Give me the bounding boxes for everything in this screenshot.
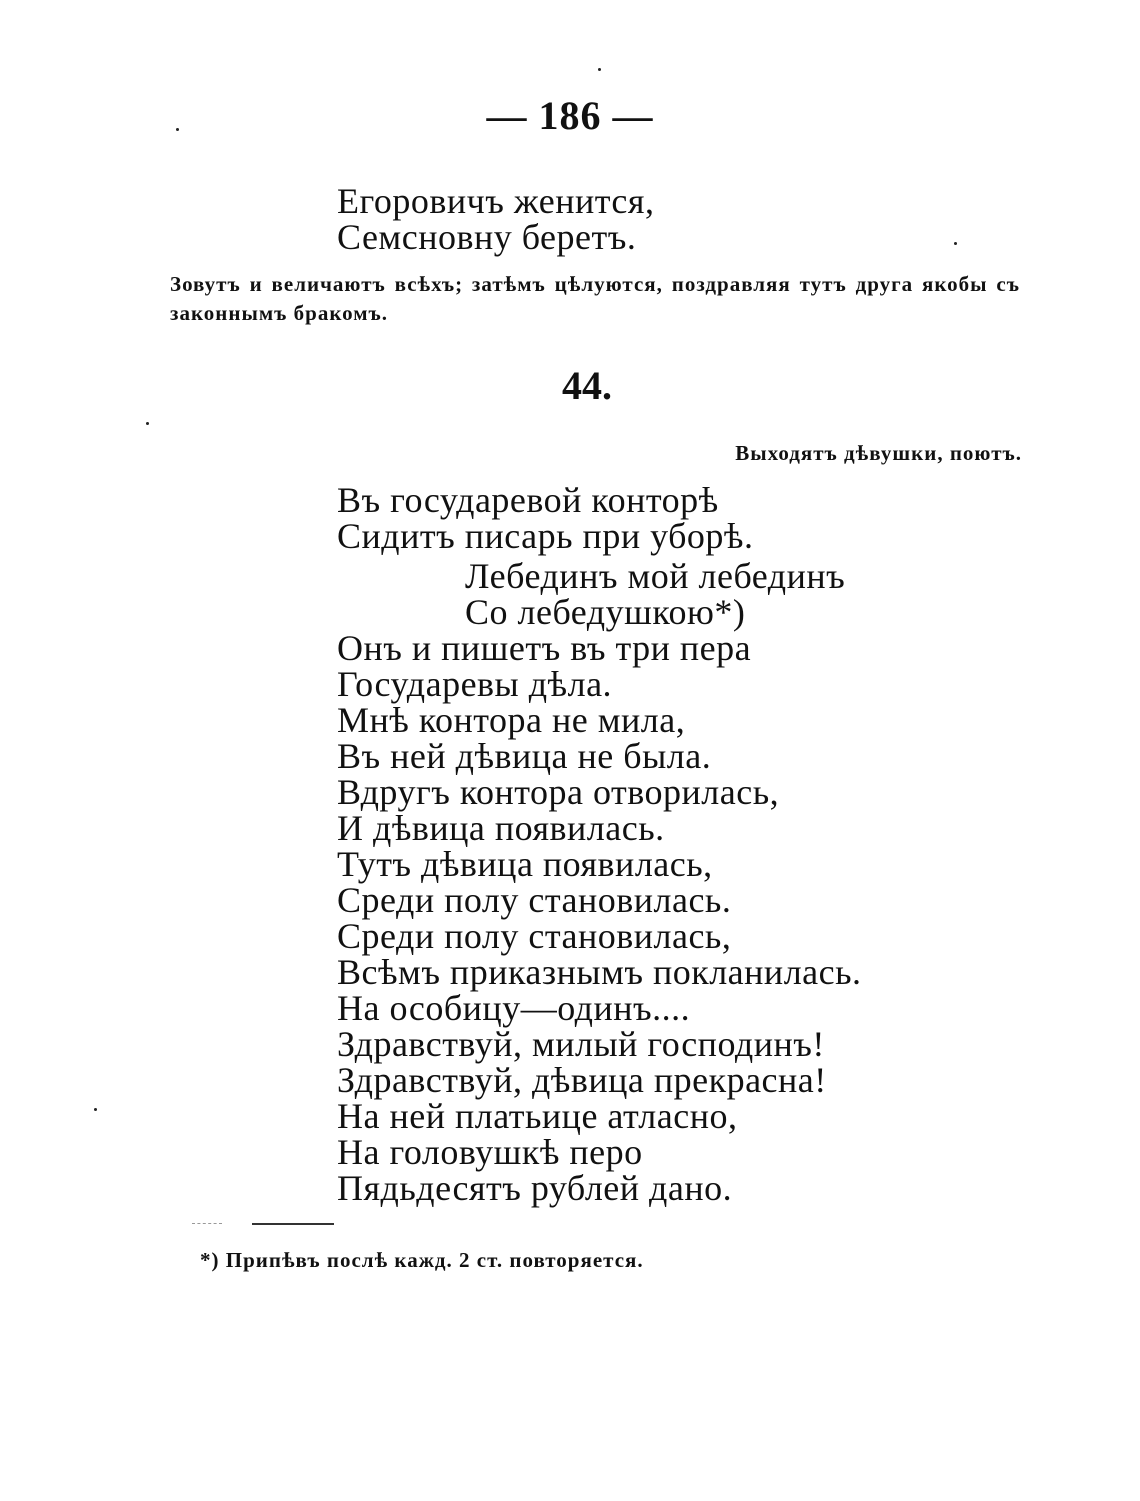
song-line: Сидитъ писарь при уборѣ. <box>337 516 754 556</box>
song-line: Тутъ дѣвица появилась, <box>337 844 713 884</box>
song-line: Среди полу становилась. <box>337 880 732 920</box>
refrain-line: Лебединъ мой лебединъ <box>465 556 846 596</box>
song-line: Всѣмъ приказнымъ покланилась. <box>337 952 862 992</box>
footnote-rule <box>252 1223 334 1225</box>
print-speck <box>146 422 149 425</box>
verse-fragment <box>337 183 654 255</box>
refrain-line: Со лебедушкою*) <box>465 592 746 632</box>
song-line: Въ государевой конторѣ <box>337 480 719 520</box>
song-line: Въ ней дѣвица не была. <box>337 736 712 776</box>
verse-line: Семсновну беретъ. <box>337 217 637 257</box>
stage-direction: Зовутъ и величаютъ всѣхъ; затѣмъ цѣлуются, поздравляя тутъ друга якобы съ законнымъ бракомъ. <box>170 272 1020 325</box>
song-line: Государевы дѣла. <box>337 664 613 704</box>
footnote-rule-mark <box>192 1223 222 1224</box>
print-speck <box>954 242 957 245</box>
song-line: Здравствуй, дѣвица прекрасна! <box>337 1060 827 1100</box>
song-line: Пядьдесятъ рублей дано. <box>337 1168 733 1208</box>
print-speck <box>598 68 601 71</box>
song-line: Мнѣ контора не мила, <box>337 700 686 740</box>
verse-line: Егоровичъ женится, <box>337 181 655 221</box>
song-line: И дѣвица появилась. <box>337 808 665 848</box>
song-line: Вдругъ контора отворилась, <box>337 772 780 812</box>
print-speck <box>94 1108 97 1111</box>
song-line: Среди полу становилась, <box>337 916 732 956</box>
page-number: — 186 — <box>486 93 654 138</box>
footnote: *) Припѣвъ послѣ кажд. 2 ст. повторяется. <box>200 1248 644 1272</box>
song-line: На головушкѣ перо <box>337 1132 643 1172</box>
song-line: Здравствуй, милый господинъ! <box>337 1024 825 1064</box>
song-lyrics <box>337 482 862 1206</box>
song-number: 44. <box>562 363 612 408</box>
song-line: На особицу—одинъ.... <box>337 988 691 1028</box>
song-line: Онъ и пишетъ въ три пера <box>337 628 752 668</box>
song-line: На ней платьице атласно, <box>337 1096 738 1136</box>
song-intro-direction: Выходятъ дѣвушки, поютъ. <box>735 441 1022 465</box>
